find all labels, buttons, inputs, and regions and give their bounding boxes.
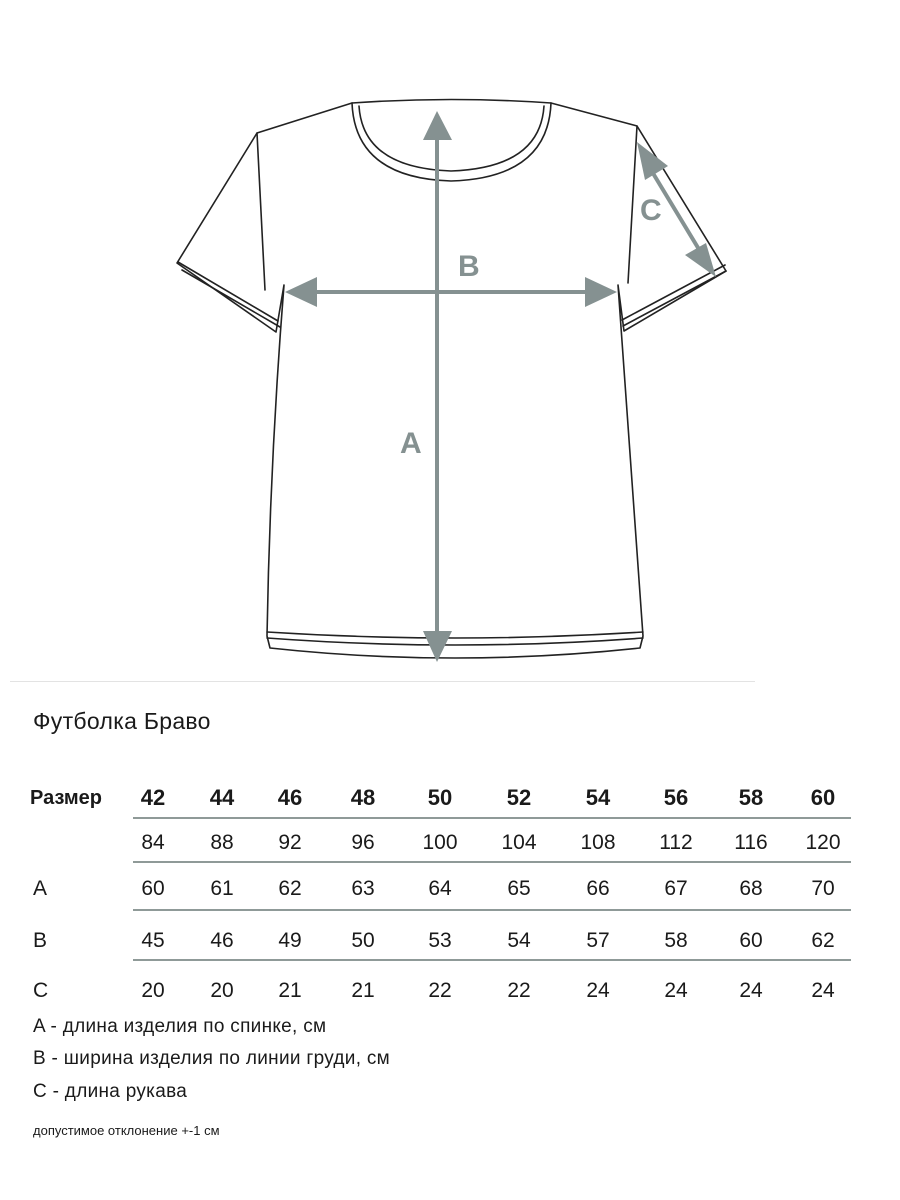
table-row-label: C <box>33 979 49 1002</box>
collar-inner <box>359 106 544 171</box>
table-cell: 60 <box>141 877 165 900</box>
table-cell: 96 <box>351 831 375 854</box>
size-header-label: Размер <box>30 787 103 809</box>
table-row-label: B <box>33 929 48 952</box>
product-title: Футболка Браво <box>33 708 211 734</box>
size-header-cell: 44 <box>209 785 235 810</box>
table-row-divider <box>133 861 851 863</box>
table-row-label: A <box>33 877 48 900</box>
table-cell: 65 <box>507 877 531 900</box>
table-cell: 100 <box>422 831 458 854</box>
table-row-divider <box>133 817 851 819</box>
table-cell: 70 <box>811 877 835 900</box>
measure-b-arrow-left <box>285 277 317 307</box>
table-cell: 21 <box>278 979 302 1002</box>
table-cell: 63 <box>351 877 375 900</box>
measure-a-line <box>435 135 439 645</box>
legend-c: C - длина рукава <box>33 1081 188 1102</box>
table-cell: 45 <box>141 929 165 952</box>
table-cell: 24 <box>811 979 835 1002</box>
size-header-cell: 56 <box>663 785 689 810</box>
table-cell: 22 <box>507 979 531 1002</box>
table-cell: 62 <box>278 877 302 900</box>
table-cell: 20 <box>210 979 234 1002</box>
size-header-cell: 58 <box>738 785 764 810</box>
size-header-cell: 54 <box>585 785 611 810</box>
table-cell: 62 <box>811 929 835 952</box>
table-cell: 112 <box>659 831 693 854</box>
table-cell: 24 <box>586 979 610 1002</box>
label-b: B <box>458 250 480 283</box>
measure-a-arrow-top <box>423 111 452 140</box>
table-cell: 116 <box>734 831 768 854</box>
table-cell: 61 <box>210 877 234 900</box>
table-cell: 46 <box>210 929 234 952</box>
table-cell: 66 <box>586 877 610 900</box>
legend-a: A - длина изделия по спинке, см <box>33 1016 327 1037</box>
label-c: C <box>640 194 662 227</box>
table-cell: 84 <box>141 831 165 854</box>
size-header-cell: 46 <box>277 785 303 810</box>
table-cell: 68 <box>739 877 763 900</box>
table-cell: 57 <box>586 929 610 952</box>
table-cell: 64 <box>428 877 452 900</box>
collar-outer <box>352 103 551 181</box>
table-row-divider <box>133 909 851 911</box>
table-row-divider <box>133 959 851 961</box>
table-cell: 49 <box>278 929 302 952</box>
table-cell: 58 <box>664 929 688 952</box>
table-cell: 108 <box>580 831 616 854</box>
table-cell: 22 <box>428 979 452 1002</box>
divider <box>10 681 755 682</box>
table-cell: 50 <box>351 929 375 952</box>
tolerance-note: допустимое отклонение +-1 см <box>33 1123 220 1138</box>
legend-b: B - ширина изделия по линии груди, см <box>33 1048 391 1069</box>
table-cell: 88 <box>210 831 234 854</box>
table-cell: 54 <box>507 929 531 952</box>
table-cell: 120 <box>805 831 841 854</box>
table-cell: 24 <box>664 979 688 1002</box>
size-header-cell: 48 <box>350 785 376 810</box>
label-a: A <box>400 427 422 460</box>
size-header-cell: 42 <box>140 785 166 810</box>
table-cell: 67 <box>664 877 688 900</box>
size-header-cell: 60 <box>810 785 836 810</box>
size-header-cell: 52 <box>506 785 532 810</box>
measure-b-line <box>305 290 590 294</box>
table-cell: 24 <box>739 979 763 1002</box>
table-cell: 104 <box>501 831 537 854</box>
table-cell: 53 <box>428 929 452 952</box>
measure-c-arrow-top <box>637 142 668 180</box>
table-cell: 60 <box>739 929 763 952</box>
measure-b-arrow-right <box>585 277 617 307</box>
table-cell: 21 <box>351 979 375 1002</box>
table-cell: 20 <box>141 979 165 1002</box>
table-cell: 92 <box>278 831 302 854</box>
size-header-cell: 50 <box>427 785 453 810</box>
